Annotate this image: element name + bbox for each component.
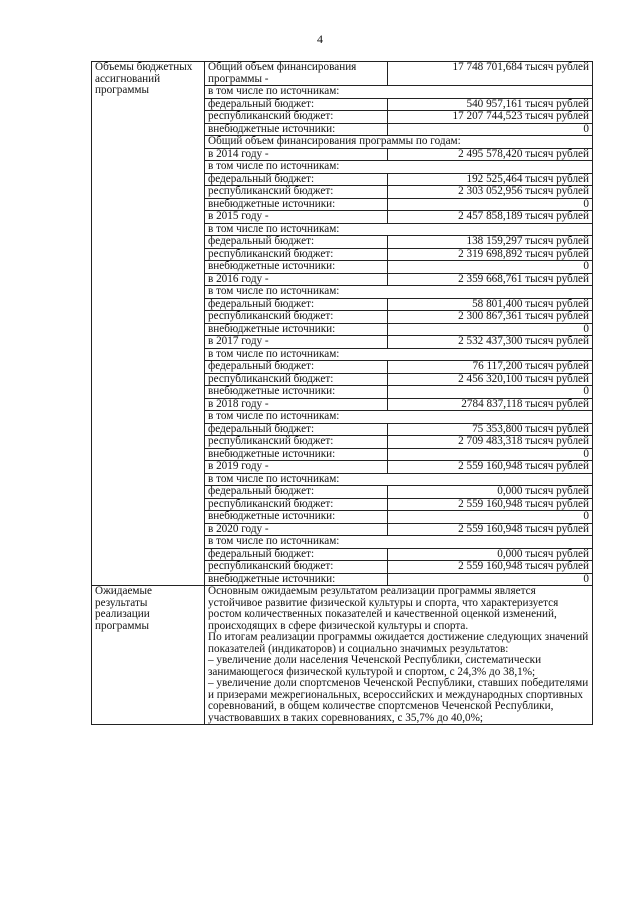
funding-item-value: 192 525,464 тысяч рублей (388, 173, 593, 186)
funding-item-value: 0 (388, 448, 593, 461)
funding-item-label: в 2018 году - (205, 398, 388, 411)
funding-item-value: 0 (388, 573, 593, 586)
funding-item-value: 2 300 867,361 тысяч рублей (388, 311, 593, 324)
results-paragraph: – увеличение доли населения Чеченской Республики, систематически занимающегося физической культурой и спортом, с 24,3% до 38,1%; (208, 654, 542, 678)
funding-item-value: 58 801,400 тысяч рублей (388, 298, 593, 311)
funding-item-label: федеральный бюджет: (205, 173, 388, 186)
funding-item-label: федеральный бюджет: (205, 548, 388, 561)
results-paragraph: Основным ожидаемым результатом реализации программы является устойчивое развитие физической культуры и спорта, что характеризуется ростом количественных показателей и качественной оценкой изменений, происходящих в сфере физической культуры и спорта. (208, 585, 559, 632)
funding-item-label: республиканский бюджет: (205, 111, 388, 124)
results-row (92, 586, 593, 725)
funding-subheader: в том числе по источникам: (205, 223, 593, 236)
funding-subheader: в том числе по источникам: (205, 86, 593, 99)
funding-item-label: внебюджетные источники: (205, 261, 388, 274)
funding-item-label: федеральный бюджет: (205, 298, 388, 311)
funding-item-value: 138 159,297 тысяч рублей (388, 236, 593, 249)
funding-item-label: в 2020 году - (205, 523, 388, 536)
funding-item-value: 75 353,800 тысяч рублей (388, 423, 593, 436)
funding-item-label: внебюджетные источники: (205, 573, 388, 586)
results-paragraph: – увеличение доли спортсменов Чеченской Республики, ставших победителями и призерами межрегиональных, всероссийских и международных спортивных соревнований, в общем количестве спортсменов Чеченской Республики, участвовавших в таких соревнованиях, с 35,7% до 40,0%; (208, 677, 589, 724)
funding-item-label: внебюджетные источники: (205, 323, 388, 336)
funding-item-label: Общий объем финансирования программы - (205, 62, 388, 86)
funding-item-label: внебюджетные источники: (205, 123, 388, 136)
funding-item-label: внебюджетные источники: (205, 511, 388, 524)
funding-item-value: 2 359 668,761 тысяч рублей (388, 273, 593, 286)
funding-item-value: 2 319 698,892 тысяч рублей (388, 248, 593, 261)
funding-item-label: республиканский бюджет: (205, 373, 388, 386)
funding-item-label: республиканский бюджет: (205, 498, 388, 511)
funding-item-label: в 2019 году - (205, 461, 388, 474)
funding-item-value: 2 709 483,318 тысяч рублей (388, 436, 593, 449)
funding-item-value: 0 (388, 511, 593, 524)
program-passport-table (91, 61, 593, 725)
funding-subheader: в том числе по источникам: (205, 348, 593, 361)
funding-subheader: Общий объем финансирования программы по годам: (205, 136, 593, 149)
funding-item-label: федеральный бюджет: (205, 423, 388, 436)
funding-subheader: в том числе по источникам: (205, 411, 593, 424)
funding-row (92, 62, 593, 86)
funding-item-value: 2 457 858,189 тысяч рублей (388, 211, 593, 224)
funding-item-value: 17 748 701,684 тысяч рублей (388, 62, 593, 86)
funding-item-label: федеральный бюджет: (205, 236, 388, 249)
results-label: Ожидаемые результаты реализации программы (92, 586, 205, 725)
funding-item-label: в 2017 году - (205, 336, 388, 349)
funding-item-value: 0,000 тысяч рублей (388, 548, 593, 561)
funding-label (92, 62, 205, 586)
funding-subheader: в том числе по источникам: (205, 286, 593, 299)
funding-item-value: 2 559 160,948 тысяч рублей (388, 461, 593, 474)
funding-item-label: в 2016 году - (205, 273, 388, 286)
funding-item-value: 540 957,161 тысяч рублей (388, 98, 593, 111)
funding-item-value: 2 532 437,300 тысяч рублей (388, 336, 593, 349)
funding-item-value: 0 (388, 261, 593, 274)
funding-item-value: 0 (388, 323, 593, 336)
funding-item-value: 17 207 744,523 тысяч рублей (388, 111, 593, 124)
funding-item-label: внебюджетные источники: (205, 448, 388, 461)
funding-item-value: 2 495 578,420 тысяч рублей (388, 148, 593, 161)
funding-item-value: 0,000 тысяч рублей (388, 486, 593, 499)
funding-subheader: в том числе по источникам: (205, 536, 593, 549)
results-paragraph: По итогам реализации программы ожидается достижение следующих значений показателей (индикаторов) и социально значимых результатов: (208, 631, 589, 655)
funding-item-label: федеральный бюджет: (205, 98, 388, 111)
funding-item-label: республиканский бюджет: (205, 248, 388, 261)
funding-item-value: 2 303 052,956 тысяч рублей (388, 186, 593, 199)
funding-item-value: 2 559 160,948 тысяч рублей (388, 561, 593, 574)
funding-item-label: республиканский бюджет: (205, 186, 388, 199)
funding-item-label: внебюджетные источники: (205, 386, 388, 399)
funding-item-value: 0 (388, 386, 593, 399)
funding-item-label: в 2014 году - (205, 148, 388, 161)
funding-item-label: республиканский бюджет: (205, 311, 388, 324)
funding-item-value: 2784 837,118 тысяч рублей (388, 398, 593, 411)
funding-item-value: 2 456 320,100 тысяч рублей (388, 373, 593, 386)
funding-subheader: в том числе по источникам: (205, 161, 593, 174)
results-text (205, 586, 593, 725)
funding-item-label: республиканский бюджет: (205, 436, 388, 449)
funding-item-value: 2 559 160,948 тысяч рублей (388, 523, 593, 536)
funding-item-label: федеральный бюджет: (205, 361, 388, 374)
funding-label-text: Объемы бюджетных ассигнований программы (95, 61, 193, 96)
funding-item-label: в 2015 году - (205, 211, 388, 224)
funding-item-label: республиканский бюджет: (205, 561, 388, 574)
funding-item-value: 0 (388, 123, 593, 136)
funding-item-value: 0 (388, 198, 593, 211)
funding-item-value: 2 559 160,948 тысяч рублей (388, 498, 593, 511)
funding-item-label: внебюджетные источники: (205, 198, 388, 211)
funding-subheader: в том числе по источникам: (205, 473, 593, 486)
funding-item-label: федеральный бюджет: (205, 486, 388, 499)
funding-item-value: 76 117,200 тысяч рублей (388, 361, 593, 374)
page-number: 4 (317, 32, 323, 46)
